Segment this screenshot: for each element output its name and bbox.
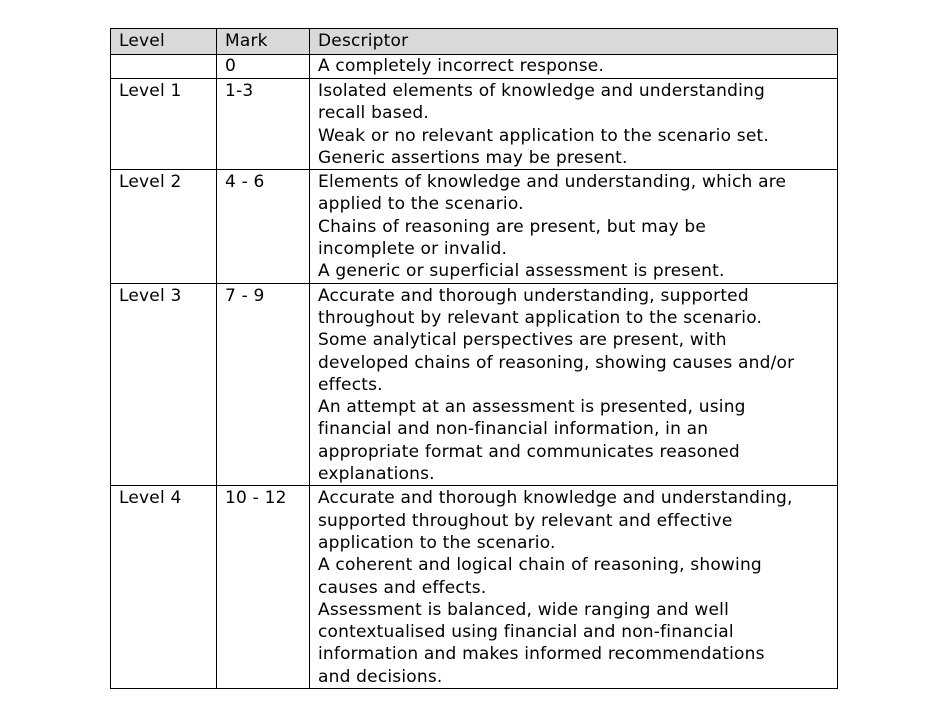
- mark-cell: 10 - 12: [217, 486, 310, 689]
- descriptor-line: A coherent and logical chain of reasoning, showing: [318, 555, 762, 576]
- descriptor-line: explanations.: [318, 464, 435, 485]
- descriptor-line: information and makes informed recommendations: [318, 644, 765, 665]
- descriptor-line: Some analytical perspectives are present, with: [318, 330, 727, 351]
- descriptor-line: Assessment is balanced, wide ranging and well: [318, 599, 730, 620]
- descriptor-line: Generic assertions may be present.: [318, 147, 628, 168]
- level-cell: Level 3: [111, 283, 217, 486]
- table-header: [111, 29, 838, 55]
- descriptor-line: effects.: [318, 374, 383, 395]
- descriptor-cell: [310, 170, 838, 283]
- descriptor-line: Elements of knowledge and understanding, which are: [318, 172, 787, 193]
- descriptor-line: incomplete or invalid.: [318, 239, 508, 260]
- descriptor-line: A completely incorrect response.: [318, 56, 605, 76]
- table-row: [111, 55, 838, 79]
- descriptor-line: developed chains of reasoning, showing causes and/or: [318, 352, 795, 373]
- level-cell: [111, 55, 217, 79]
- descriptor-line: financial and non-financial information, in an: [318, 419, 709, 440]
- descriptor-cell: [310, 79, 838, 170]
- descriptor-cell: [310, 283, 838, 486]
- mark-cell: 0: [217, 55, 310, 79]
- table-body: [111, 55, 838, 689]
- level-cell: Level 2: [111, 170, 217, 283]
- descriptor-cell: [310, 486, 838, 689]
- header-row: [111, 29, 838, 55]
- mark-column-header: Mark: [217, 29, 310, 55]
- mark-cell: 4 - 6: [217, 170, 310, 283]
- descriptor-line: supported throughout by relevant and effective: [318, 510, 733, 531]
- descriptor-line: application to the scenario.: [318, 532, 556, 553]
- table-row: [111, 170, 838, 283]
- mark-cell: 1-3: [217, 79, 310, 170]
- descriptor-line: causes and effects.: [318, 577, 487, 598]
- descriptor-line: throughout by relevant application to the scenario.: [318, 307, 763, 328]
- table-row: [111, 79, 838, 170]
- descriptor-line: A generic or superficial assessment is present.: [318, 261, 725, 282]
- level-cell: Level 1: [111, 79, 217, 170]
- descriptor-line: applied to the scenario.: [318, 194, 524, 215]
- descriptor-cell: [310, 55, 838, 79]
- descriptor-line: Accurate and thorough knowledge and understanding,: [318, 488, 793, 509]
- descriptor-line: and decisions.: [318, 666, 443, 687]
- mark-cell: 7 - 9: [217, 283, 310, 486]
- descriptor-line: appropriate format and communicates reasoned: [318, 441, 740, 462]
- descriptor-line: contextualised using financial and non-financial: [318, 622, 734, 643]
- level-cell: Level 4: [111, 486, 217, 689]
- descriptor-line: Accurate and thorough understanding, supported: [318, 285, 749, 306]
- descriptor-line: recall based.: [318, 103, 430, 124]
- table-row: [111, 486, 838, 689]
- descriptor-line: Chains of reasoning are present, but may be: [318, 216, 707, 237]
- descriptor-line: An attempt at an assessment is presented, using: [318, 397, 746, 418]
- descriptor-line: Weak or no relevant application to the scenario set.: [318, 125, 769, 146]
- descriptor-line: Isolated elements of knowledge and understanding: [318, 81, 766, 101]
- descriptor-column-header: Descriptor: [310, 29, 838, 55]
- levels-mark-scheme-table: [110, 28, 838, 689]
- level-column-header: Level: [111, 29, 217, 55]
- table-row: [111, 283, 838, 486]
